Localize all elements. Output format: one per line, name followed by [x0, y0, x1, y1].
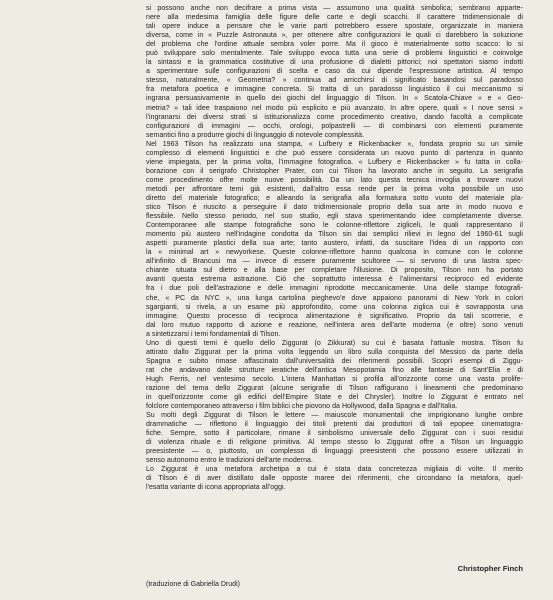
text-line: a sperimentare sulle configurazioni di scelta e caso da cui dipende l'espressione artistica. Al tempo — [146, 68, 523, 76]
text-line: Nel 1963 Tilson ha realizzato una stampa, « Lufbery e Rickenbacker », fondata proprio su un simile — [146, 140, 523, 148]
text-line: complesso di elementi linguistici e che può essere considerata un nuovo punto di partenza in quanto — [146, 149, 523, 157]
text-line: razione del tema dello Ziggurat (alcune serigrafie di Tilson raffigurano i lineamenti che predominano — [146, 384, 523, 392]
text-line: in quell'orizzonte come gli edifici dell'Empire State e del Chrysler). Inoltre lo Ziggurat è entrato nel — [146, 394, 523, 402]
text-line: flessibile. Nello stesso periodo, nel suo studio, egli stava sperimentando idee completamente diverse. — [146, 213, 523, 221]
text-line: attirato dallo Ziggurat per la prima volta leggendo un libro sulla conquista del Messico da parte della — [146, 348, 523, 356]
article-paragraph — [146, 411, 523, 465]
text-line: Spagna e subito rimase affascinato dall'universalità dei riferimenti possibili. Scoprì esempi di Ziggu- — [146, 357, 523, 365]
text-line: drammatiche — riflettono il linguaggio dei titoli pretenti dai produttori di tali epopee cinematogra- — [146, 421, 523, 429]
text-line: momento più austero nell'indagine condotta da Tilson sin dai semplici rilievi in legno del 1960-61 sugli — [146, 231, 523, 239]
text-line: che, « PC da NYC », una lunga cartolina pieghevo'e dove appaiono panorami di New York in colori — [146, 294, 523, 302]
text-line: Hugh Ferris, nel ventesimo secolo. L'intera Manhattan si profila all'orizzonte come una vasta prolife- — [146, 375, 523, 383]
text-line: all'infinito di Brancusi ma — invece di essere puramente scultoree — si servono di una lastra speс- — [146, 258, 523, 266]
article-text-column — [146, 4, 523, 493]
text-line: chiante situata sul dietro e alla base per completare l'illusione. Di proposito, Tilson non ha portato — [146, 267, 523, 275]
text-line: immagine. Questo processo di reciproca alimentazione è significativo. Proprio da tali scorrerie, e — [146, 312, 523, 320]
article-paragraph — [146, 4, 523, 140]
text-line: del problema che l'ordine attuale sembra voler porre. Ma il gioco è materialmente sotto scacco: lo si — [146, 41, 523, 49]
text-line: l'ingranarsi dei diversi strati si istituzionalizza come procedimento creativo, dando facoltà a complicate — [146, 113, 523, 121]
text-line: Uno di questi temi è quello dello Ziggurat (o Zikkurat) su cui è basata l'attuale mostra. Tilson fu — [146, 339, 523, 347]
text-line: nere alla medesima famiglia delle figure delle carte e degli scacchi. Il carattere tridimensionale di — [146, 14, 523, 22]
article-paragraph — [146, 465, 523, 492]
text-line: metodi per affrontare temi già esistenti, dall'altro essa rende per la prima volta possibile un uso — [146, 185, 523, 193]
text-line: Contemporanee alle stampe fotografiche sono le colonne-riflettore zigliceli, le quali rappresentano il — [146, 222, 523, 230]
text-line: fiche. Sempre, sotto il particolare, rimane il simbolismo universale dello Ziggurat con i suoi residui — [146, 430, 523, 438]
text-line: dal loro mutuo rapporto di azione e reazione, nell'intera area dell'arte moderna (e oltre) sono venuti — [146, 321, 523, 329]
text-line: viene impiegata, per la prima volta, l'immagine fotografica. « Lufbery e Rickenbacker » fu tatta in colla- — [146, 158, 523, 166]
text-line: la « minimal art » newyorkese. Queste colonne-riflettore hanno qualcosa in comune con le colonne — [146, 249, 523, 257]
text-line: di Tilson è di aver distillato dalle opposte maree dei riferimenti, che circondano la metafora, quel- — [146, 475, 523, 483]
text-line: tali opere induce a pensare che le varie parti potrebbero essere spostate, organizzate in maniera — [146, 23, 523, 31]
text-line: fra i due poli dell'astrazione e delle immagini riprodotte meccanicamente. Una delle stampe fotografi- — [146, 285, 523, 293]
text-line: diretto del materiale fotografico; e alleando la serigrafia alla formatura sotto vuoto del materiale pla- — [146, 194, 523, 202]
text-line: l'esatta variante di icona appropriata all'oggi. — [146, 484, 286, 492]
text-line: come procedimento offre molte nuove possibilità. Da un lato questa tecnica invoglia a trovare nuovi — [146, 176, 523, 184]
text-line: diversa, come in « Puzzle Astronauta », per ottenere altre configurazioni le quali ci darebbero la soluzione — [146, 32, 523, 40]
author-signature: Christopher Finch — [457, 564, 523, 573]
text-line: ingrana persuasivamente in quello dei giochi del linguaggio di Tilson. In « Scatola-Chiave » e « Geo- — [146, 95, 523, 103]
text-line: borazione con il serigrafo Christopher Prater, con cui Tilson ha lavorato anche in seguito. La serigrafia — [146, 167, 523, 175]
text-line: la sintassi e la grammatica costitutive di una profusione di dialetti pittorici; noi spettatori siamo indotti — [146, 59, 523, 67]
text-line: si possono anche non decifrare a prima vista — assumono una qualità simbolica; sembrano apparte- — [146, 5, 523, 12]
article-paragraph — [146, 140, 523, 339]
text-line: stesso, naturalmente, « Geometria? » continua ad arricchirsi di significato basandosi sul paradosso — [146, 77, 523, 85]
text-line: Lo Ziggurat è una metafora archetipa a cui è stata data concretezza migliaia di volte. Il merito — [146, 466, 523, 474]
translator-note: (traduzione di Gabriella Drudi) — [146, 581, 241, 588]
text-line: avanti questa estrema astrazione. Ciò che soprattutto interessa è l'alimentarsi reciproco ed evidente — [146, 276, 523, 284]
article-paragraph — [146, 339, 523, 411]
text-line: preesistente — o, piuttosto, un complesso di linguaggi preesistenti che possono essere utilizzati in — [146, 448, 523, 456]
text-line: configurazioni di immagini — occhi, orologi, polpastrelli — di combinarsi con elementi puramente — [146, 122, 523, 130]
text-line: Su molti degli Ziggurat di Tilson le lettere — maiuscole monumentali che imprigionano lunghe ombre — [146, 412, 523, 420]
text-line: sgargianti, si rivela, a un esame più approfondito, come una colonna ziglica cui è sovrapposta una — [146, 303, 523, 311]
text-line: aspetti puramente plastici della sua arte; tanto austero, infatti, da suscitare l'idea di un rapporto con — [146, 240, 523, 248]
text-line: senso autonomo entro le tradizioni dell'arte moderna. — [146, 457, 313, 465]
text-line: rat che andavano dalle strutture ieratiche dell'antica Mesopotamia fino alle fantasie di Sant'Elia e di — [146, 366, 523, 374]
text-line: può sviluppare solo mentalmente. Tale sviluppo evoca tutta una serie di problemi linguistici e coinvolge — [146, 50, 523, 58]
text-line: metria? » tali idee traspaiono nel modo più esplicito e più avanzato. In altre opere, quali « I nove sensi » — [146, 104, 523, 112]
text-line: fra metafora poetica e immagine concreta. Si tratta di un paradosso linguistico il cui meccanismo si — [146, 86, 523, 94]
text-line: stico Tilson è riuscito a perseguire il dato tridimensionale proprio della sua arte in modo nuovo e — [146, 204, 523, 212]
text-line: a sintetizzarsi i temi fondamentali di Tilson. — [146, 330, 281, 338]
text-line: di violenza rituale e di religione primitiva. Al tempo stesso lo Ziggurat offre a Tilson un linguaggio — [146, 439, 523, 447]
text-line: folclore contemporaneo attraverso i film biblici che piovono da Hollywood, dalla Spagna e dall'Italia. — [146, 403, 458, 411]
text-line: semantici fino a produrre giochi di linguaggio di notevole complessità. — [146, 131, 365, 139]
